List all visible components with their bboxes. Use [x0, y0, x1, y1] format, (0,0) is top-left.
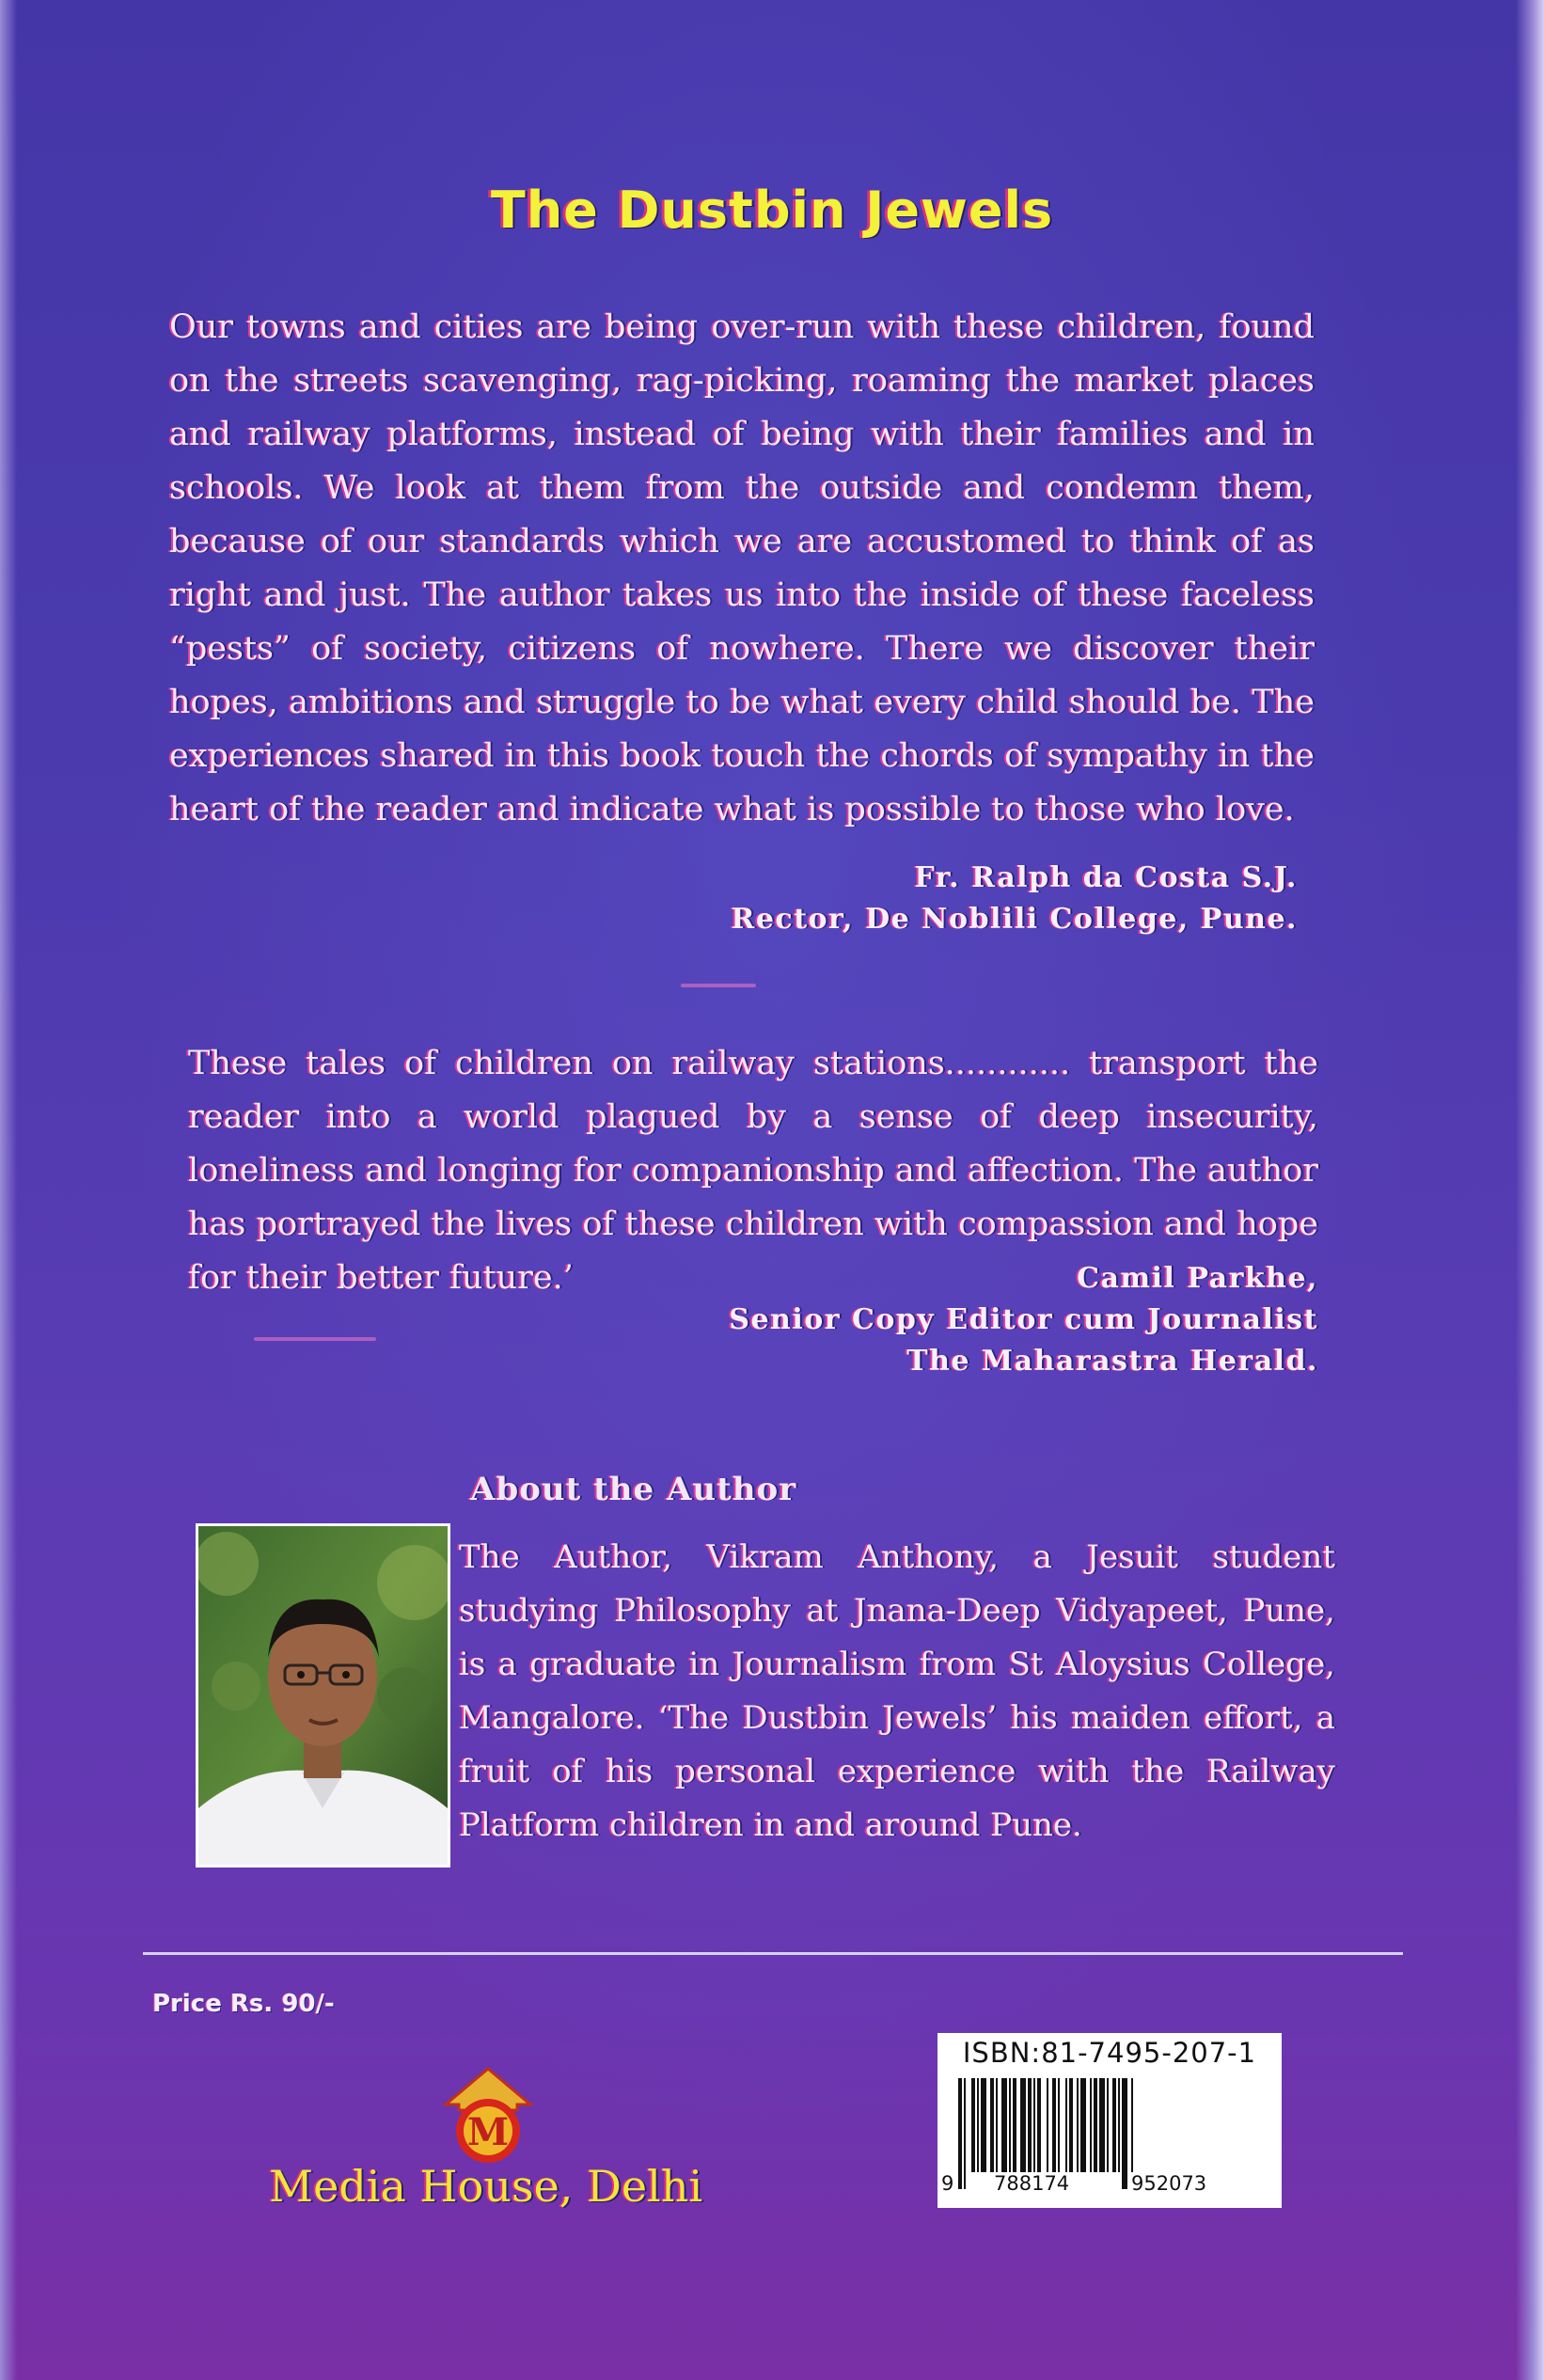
review-2-publication: The Maharastra Herald. [906, 1345, 1318, 1378]
price-label: Price Rs. 90/- [152, 1990, 335, 2018]
barcode-bar [1090, 2078, 1092, 2172]
barcode-bar [1028, 2078, 1032, 2172]
barcode-bar [977, 2078, 979, 2172]
review-1-affiliation: Rector, De Noblili College, Pune. [731, 903, 1298, 936]
barcode-bar [958, 2078, 962, 2189]
media-house-logo-icon [438, 2065, 538, 2168]
barcode-bar [1037, 2078, 1041, 2172]
barcode-bar [996, 2078, 998, 2172]
barcode-bar [981, 2078, 986, 2172]
review-1-signature [731, 858, 1298, 940]
barcode-bar [1020, 2078, 1026, 2172]
review-1-author: Fr. Ralph da Costa S.J. [914, 861, 1298, 894]
author-photo [196, 1523, 450, 1868]
isbn-barcode [937, 2033, 1282, 2208]
logo-letter: M [466, 2110, 510, 2154]
barcode-bar [1094, 2078, 1097, 2172]
barcode-bar [971, 2078, 975, 2172]
barcode-bar [990, 2078, 994, 2172]
barcode-bar [1107, 2078, 1109, 2172]
publisher-name: Media House, Delhi [269, 2161, 703, 2212]
barcode-bar [1118, 2078, 1120, 2172]
barcode-bar [1080, 2078, 1086, 2172]
review-2-author: Camil Parkhe, [1077, 1262, 1318, 1295]
review-2-text: These tales of children on railway stations............ transport the reader into a world plagued by a sense of deep insecurity, loneliness and longing for companionship and affection. The author has portrayed the lives of these children with compassion and hope for their better future.’ [188, 1045, 1318, 1297]
barcode-bar [964, 2078, 966, 2189]
review-2-role: Senior Copy Editor cum Journalist [729, 1303, 1318, 1336]
author-portrait-image [198, 1526, 448, 1865]
barcode-bar [1001, 2078, 1007, 2172]
about-author-text: The Author, Vikram Anthony, a Jesuit student studying Philosophy at Jnana-Deep Vidyapeet, Pune, is a graduate in Journalism from St Aloysius College, Mangalore. ‘The Dustbin Jewels’ his maiden effort, a fruit of his personal experience with the Railway Platform children in and around Pune. [459, 1538, 1335, 1844]
divider-line [143, 1952, 1403, 1955]
barcode-bar [1069, 2078, 1073, 2172]
barcode-digit-lead: 9 [941, 2172, 954, 2195]
barcode-bar [1009, 2078, 1011, 2172]
barcode-digits-right: 952073 [1131, 2172, 1207, 2195]
barcode-bar [1077, 2078, 1079, 2172]
print-speck [254, 1337, 376, 1341]
barcode-bar [1099, 2078, 1105, 2172]
isbn-text: ISBN:81-7495-207-1 [962, 2037, 1257, 2069]
barcode-digits-left: 788174 [994, 2172, 1070, 2195]
barcode-bar [1058, 2078, 1060, 2172]
about-author-heading: About the Author [470, 1471, 797, 1508]
book-title: The Dustbin Jewels [490, 181, 1054, 240]
barcode-bar [1065, 2078, 1067, 2172]
review-1-text: Our towns and cities are being over-run with these children, found on the streets scavenging, rag-picking, roaming the market places and railway platforms, instead of being with their families and in schools. We look at them from the outside and condemn them, because of our standards which we are accustomed to think of as right and just. The author takes us into the inside of these faceless “pests” of society, citizens of nowhere. There we discover their hopes, ambitions and struggle to be what every child should be. The experiences shared in this book touch the chords of sympathy in the heart of the reader and indicate what is possible to those who love. [169, 308, 1315, 828]
barcode-bar [1122, 2078, 1127, 2189]
review-2-signature [729, 1258, 1318, 1382]
barcode-bar [1013, 2078, 1016, 2172]
print-speck [681, 984, 756, 987]
barcode-bar [1033, 2078, 1035, 2172]
barcode-bar [1112, 2078, 1116, 2172]
